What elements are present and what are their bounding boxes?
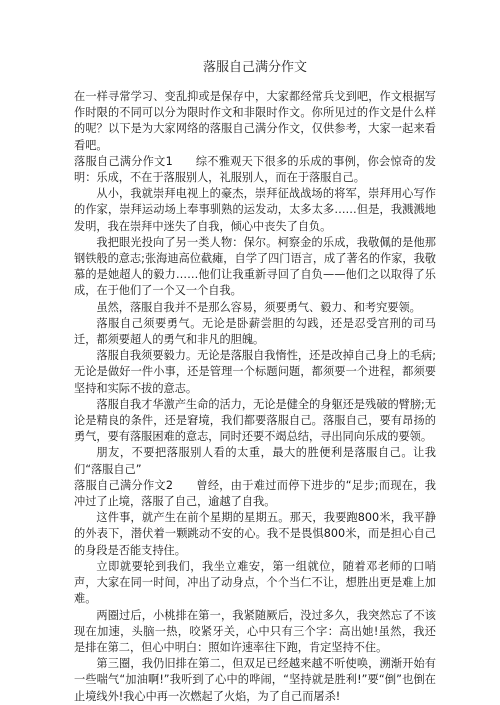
document-body [74,89,436,705]
document-title: 落服自己满分作文 [202,60,307,75]
paragraph: 虽然，落服自我并不是那么容易，须要勇气、毅力、和考究要领。 [96,300,421,314]
paragraph: 落服自己满分作文1 综不雅观天下很多的乐成的事例，你会惊奇的发明：乐成，不在于落服别人，礼服别人，而在于落服自己。 [74,154,436,185]
paragraph: 落服自我须要毅力。无论是落服自我惰性，还是改掉自己身上的毛病;无论是做好一件小事，还是管理一个标题问题，都须要一个进程，都须要坚持和实际不拔的意志。 [74,349,436,395]
paragraph: 朋友，不要把落服别人看的太重，最大的胜便利是落服自己。让我们“落服自己” [74,446,436,476]
paragraph: 落服自己须要勇气。无论是卧薪尝胆的勾践，还是忍受宫刑的司马迁，都须要超人的勇气和非凡的胆魄。 [74,316,436,347]
paragraph: 第三圈，我仍旧排在第二，但双足已经越来越不听使唤，溯渐开始有一些喘气“加油啊!”我听到了心中的哗闹，“坚持就是胜利!”要“倒”也倒在止境线外!我心中再一次燃起了火焰，为了自己而屠杀! [74,657,436,703]
paragraph: 两圈过后，小桃排在第一，我紧随厥后，没过多久，我突然忘了不该现在加速，头脑一热，咬紧牙关，心中只有三个字：高出她!虽然，我还是排在第二，但心中明白：照如许速率往下跑，肯定坚持不住。 [74,608,436,654]
paragraph: 落服自己满分作文2 曾经，由于难过而停下进步的“足步;而现在，我冲过了止境，落服了自己，逾越了自我。 [74,478,436,509]
paragraph: 立即就要轮到我们，我坐立难安，第一组就位，随着邓老师的口哨声，大家在同一时间，冲出了动身点，个个当仁不让，想胜出更是难上加难。 [74,559,436,606]
paragraph: 我把眼光投向了另一类人物：保尔。柯察金的乐成，我敬佩的是他那钢铁般的意志;张海迪高位截瘫，自学了四门语言，成了著名的作家，我敬慕的是她超人的毅力……他们让我重新寻回了自负——他们之以取得了乐成，在于他们了一个又一个自我。 [74,235,436,298]
paragraph: 落服自我才华激产生命的活力，无论是健全的身躯还是残破的臂膀;无论是精良的条件，还是窘境，我们都要落服自己。落服自己，要有昂扬的勇气，要有落服困难的意志，同时还要不竭总结，寻出同向乐成的要领。 [74,397,436,444]
paragraph: 在一样寻常学习、变乱抑或是保存中，大家都经常兵戈到吧，作文根据写作时限的不同可以分为限时作文和非限时作文。你所见过的作文是什么样的呢？以下是为大家网络的落服自己满分作文，仅供参考，大家一起来看看吧。 [74,90,436,152]
paragraph: 这件事，就产生在前个星期的星期五。那天，我要跑800米，我平静的外表下，潜伏着一颗跳动不安的心。我不是畏惧800米，而是担心自己的身段是否能支持住。 [74,511,436,557]
paragraph: 从小，我就崇拜电视上的豪杰，崇拜征战战场的将军，崇拜用心写作的作家，崇拜运动场上奉事驯熟的运发动，太多太多……但是，我溅溅地发明，我在崇拜中迷失了自我，倾心中丧失了自负。 [74,187,436,233]
